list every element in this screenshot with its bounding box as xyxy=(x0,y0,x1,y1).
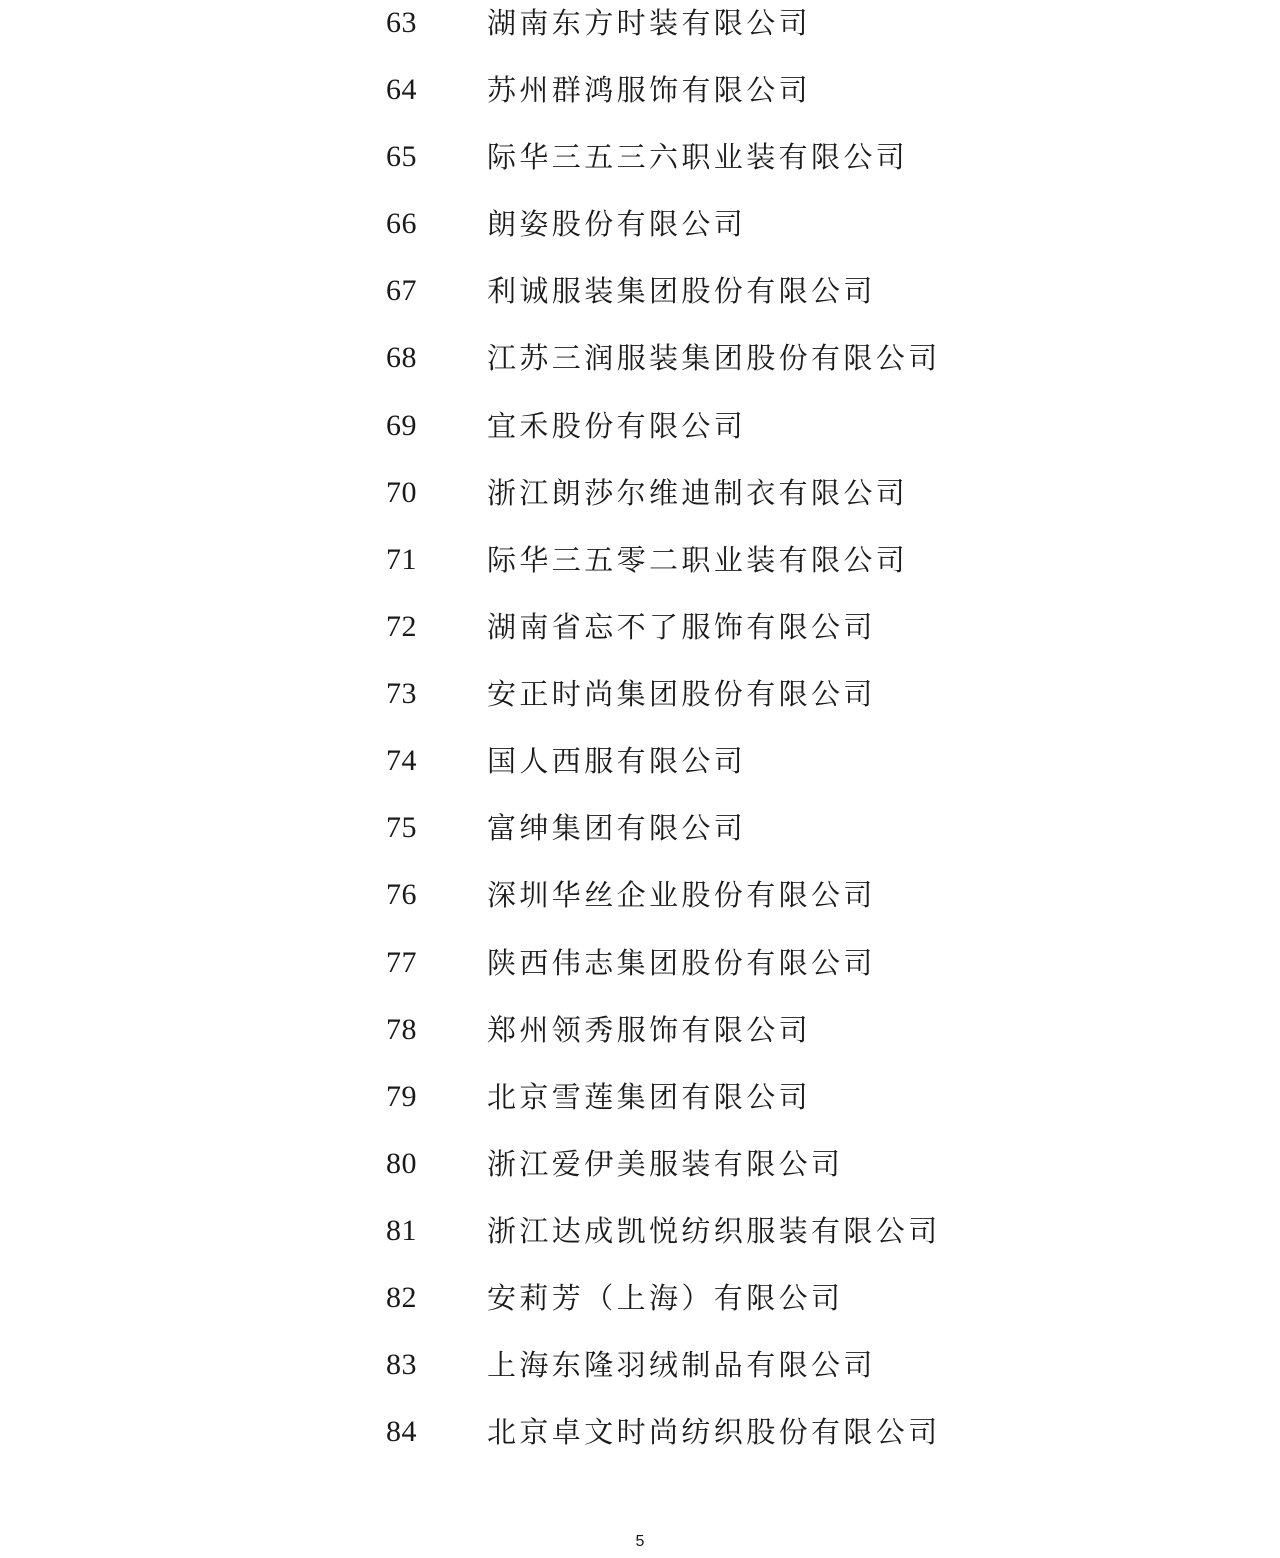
list-item xyxy=(0,336,1280,380)
entry-number: 74 xyxy=(386,744,417,777)
company-name: 宜禾股份有限公司 xyxy=(487,409,747,443)
list-item xyxy=(0,135,1280,179)
entry-number: 79 xyxy=(386,1080,417,1113)
list-item xyxy=(0,672,1280,716)
list-item xyxy=(0,1,1280,45)
entry-number: 82 xyxy=(386,1281,417,1314)
list-item xyxy=(0,202,1280,246)
company-name: 安正时尚集团股份有限公司 xyxy=(487,677,876,711)
entry-number: 83 xyxy=(386,1348,417,1381)
entry-number: 70 xyxy=(386,476,417,509)
list-item xyxy=(0,1410,1280,1454)
company-name: 郑州领秀服饰有限公司 xyxy=(487,1013,812,1047)
entry-number: 68 xyxy=(386,341,417,374)
company-name: 深圳华丝企业股份有限公司 xyxy=(487,878,876,912)
company-name: 北京雪莲集团有限公司 xyxy=(487,1080,812,1114)
list-item xyxy=(0,1343,1280,1387)
company-name: 富绅集团有限公司 xyxy=(487,811,747,845)
list-item xyxy=(0,1075,1280,1119)
entry-number: 63 xyxy=(386,6,417,39)
list-item xyxy=(0,1209,1280,1253)
list-item xyxy=(0,806,1280,850)
list-item xyxy=(0,471,1280,515)
entry-number: 67 xyxy=(386,274,417,307)
company-name: 际华三五三六职业装有限公司 xyxy=(487,140,909,174)
list-item xyxy=(0,1008,1280,1052)
company-name: 陕西伟志集团股份有限公司 xyxy=(487,946,876,980)
company-name: 利诚服装集团股份有限公司 xyxy=(487,274,876,308)
entry-number: 81 xyxy=(386,1214,417,1247)
list-item xyxy=(0,404,1280,448)
company-name: 浙江爱伊美服装有限公司 xyxy=(487,1147,844,1181)
company-name: 湖南东方时装有限公司 xyxy=(487,6,812,40)
company-name: 安莉芳（上海）有限公司 xyxy=(487,1281,844,1315)
list-item xyxy=(0,1142,1280,1186)
entry-number: 64 xyxy=(386,73,417,106)
company-name: 苏州群鸿服饰有限公司 xyxy=(487,73,812,107)
entry-number: 66 xyxy=(386,207,417,240)
list-item xyxy=(0,873,1280,917)
company-name: 湖南省忘不了服饰有限公司 xyxy=(487,610,876,644)
entry-number: 77 xyxy=(386,946,417,979)
company-name: 上海东隆羽绒制品有限公司 xyxy=(487,1348,876,1382)
entry-number: 73 xyxy=(386,677,417,710)
entry-number: 80 xyxy=(386,1147,417,1180)
entry-number: 65 xyxy=(386,140,417,173)
entry-number: 84 xyxy=(386,1415,417,1448)
company-name: 江苏三润服装集团股份有限公司 xyxy=(487,341,941,375)
list-item xyxy=(0,538,1280,582)
page-number: 5 xyxy=(635,1533,645,1550)
list-item xyxy=(0,605,1280,649)
entry-number: 78 xyxy=(386,1013,417,1046)
entry-number: 71 xyxy=(386,543,417,576)
company-name: 朗姿股份有限公司 xyxy=(487,207,747,241)
list-item xyxy=(0,269,1280,313)
entry-number: 69 xyxy=(386,409,417,442)
company-name: 际华三五零二职业装有限公司 xyxy=(487,543,909,577)
list-item xyxy=(0,739,1280,783)
company-name: 浙江朗莎尔维迪制衣有限公司 xyxy=(487,476,909,510)
list-item xyxy=(0,1276,1280,1320)
company-name: 浙江达成凯悦纺织服装有限公司 xyxy=(487,1214,941,1248)
company-name: 北京卓文时尚纺织股份有限公司 xyxy=(487,1415,941,1449)
entry-number: 76 xyxy=(386,878,417,911)
list-item xyxy=(0,941,1280,985)
list-item xyxy=(0,68,1280,112)
company-name: 国人西服有限公司 xyxy=(487,744,747,778)
entry-number: 72 xyxy=(386,610,417,643)
entry-number: 75 xyxy=(386,811,417,844)
